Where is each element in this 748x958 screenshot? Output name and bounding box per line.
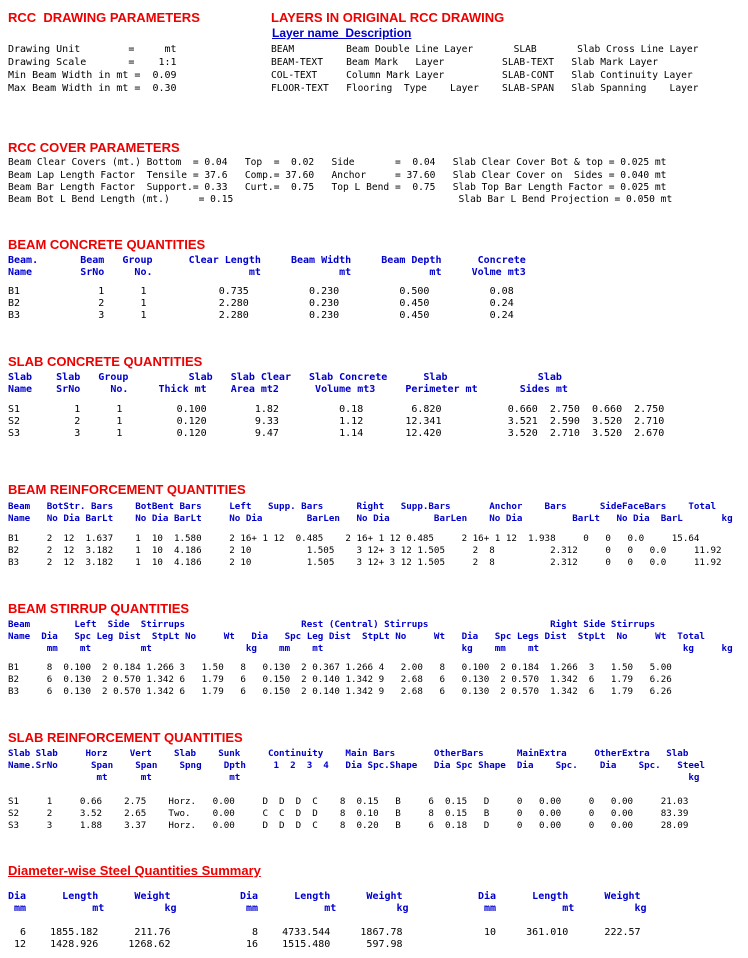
beam-concrete-header: Name SrNo No. mt mt mt Volme mt3 — [8, 267, 526, 278]
beam-reinf-header: Beam BotStr. Bars BotBent Bars Left Supp. Bars Right Supp.Bars Anchor Bars SideFaceBars Total — [8, 501, 717, 512]
table-row: B2 2 1 2.280 0.230 0.450 0.24 — [8, 298, 514, 309]
table-row: S1 1 0.66 2.75 Horz. 0.00 D D D C 8 0.15 B 6 0.15 D 0 0.00 0 0.00 21.03 — [8, 796, 689, 807]
table-row: B2 6 0.130 2 0.570 1.342 6 1.79 6 0.150 2 0.140 1.342 9 2.68 6 0.130 2 0.570 1.342 6 1.79 6.26 — [8, 674, 672, 685]
slab-reinf-header: Slab Slab Horz Vert Slab Sunk Continuity Main Bars OtherBars MainExtra OtherExtra Slab — [8, 748, 689, 759]
table-row: 6 1855.182 211.76 — [8, 927, 171, 938]
slab-concrete-title: SLAB CONCRETE QUANTITIES — [8, 354, 203, 369]
dia-summary-header: Dia Length Weight — [8, 891, 171, 902]
table-row: S2 2 3.52 2.65 Two. 0.00 C C D D 8 0.10 B 8 0.15 B 0 0.00 0 0.00 83.39 — [8, 808, 689, 819]
table-row: 8 4733.544 1867.78 — [240, 927, 403, 938]
cover-line: Beam Bot L Bend Length (mt.) = 0.15 Slab Bar L Bend Projection = 0.050 mt — [8, 194, 673, 205]
stirrup-header: Beam Left Side Stirrups Rest (Central) Stirrups Right Side Stirrups — [8, 619, 656, 630]
layer-line: COL-TEXT Column Mark Layer SLAB-CONT Slab Continuity Layer — [271, 70, 693, 81]
beam-concrete-title: BEAM CONCRETE QUANTITIES — [8, 237, 206, 252]
layer-line: BEAM-TEXT Beam Mark Layer SLAB-TEXT Slab Mark Layer — [271, 57, 658, 68]
dia-summary-header: mm mt kg — [8, 903, 177, 914]
table-row: B1 1 1 0.735 0.230 0.500 0.08 — [8, 286, 514, 297]
table-row: 10 361.010 222.57 — [478, 927, 641, 938]
slab-reinf-title: SLAB REINFORCEMENT QUANTITIES — [8, 730, 243, 745]
beam-concrete-header: Beam. Beam Group Clear Length Beam Width Beam Depth Concrete — [8, 255, 526, 266]
beam-reinf-title: BEAM REINFORCEMENT QUANTITIES — [8, 482, 246, 497]
rcc-param-line: Drawing Scale = 1:1 — [8, 57, 177, 68]
dia-summary-header: mm mt kg — [478, 903, 647, 914]
rcc-param-line: Min Beam Width in mt = 0.09 — [8, 70, 177, 81]
dia-summary-header: mm mt kg — [240, 903, 409, 914]
table-row: B3 2 12 3.182 1 10 4.186 2 10 1.505 3 12+ 3 12 1.505 2 8 2.312 0 0 0.0 11.92 — [8, 557, 722, 568]
table-row: B3 6 0.130 2 0.570 1.342 6 1.79 6 0.150 2 0.140 1.342 9 2.68 6 0.130 2 0.570 1.342 6 1.79 6.26 — [8, 686, 672, 697]
table-row: B1 8 0.100 2 0.184 1.266 3 1.50 8 0.130 2 0.367 1.266 4 2.00 8 0.100 2 0.184 1.266 3 1.50 5.00 — [8, 662, 672, 673]
table-row: S1 1 1 0.100 1.82 0.18 6.820 0.660 2.750 0.660 2.750 — [8, 404, 665, 415]
stirrup-title: BEAM STIRRUP QUANTITIES — [8, 601, 190, 616]
rcc-param-line: Drawing Unit = mt — [8, 44, 177, 55]
table-row: 12 1428.926 1268.62 — [8, 939, 171, 950]
beam-reinf-header: Name No Dia BarLt No Dia BarLt No Dia BarLen No Dia BarLen No Dia BarLt No Dia BarL kg — [8, 513, 733, 524]
slab-reinf-header: mt mt mt kg — [8, 772, 700, 783]
layer-line: FLOOR-TEXT Flooring Type Layer SLAB-SPAN Slab Spanning Layer — [271, 83, 699, 94]
stirrup-header: Name Dia Spc Leg Dist StpLt No Wt Dia Spc Leg Dist StpLt No Wt Dia Spc Legs Dist StpLt No Wt Total — [8, 631, 705, 642]
table-row: S3 3 1 0.120 9.47 1.14 12.420 3.520 2.710 3.520 2.670 — [8, 428, 665, 439]
cover-title: RCC COVER PARAMETERS — [8, 140, 180, 155]
slab-concrete-header: Slab Slab Group Slab Slab Clear Slab Concrete Slab Slab — [8, 372, 562, 383]
cover-line: Beam Clear Covers (mt.) Bottom = 0.04 Top = 0.02 Side = 0.04 Slab Clear Cover Bot & top = 0.025 mt — [8, 157, 667, 168]
layers-subtitle: Layer name Description — [272, 26, 412, 40]
stirrup-header: mm mt mt kg mm mt kg mm mt kg kg — [8, 643, 733, 654]
table-row: 16 1515.480 597.98 — [240, 939, 403, 950]
rcc-params-title: RCC DRAWING PARAMETERS — [8, 10, 200, 25]
slab-concrete-header: Name SrNo No. Thick mt Area mt2 Volume mt3 Perimeter mt Sides mt — [8, 384, 568, 395]
table-row: B1 2 12 1.637 1 10 1.580 2 16+ 1 12 0.485 2 16+ 1 12 0.485 2 16+ 1 12 1.938 0 0 0.0 15.64 — [8, 533, 700, 544]
dia-summary-header: Dia Length Weight — [478, 891, 641, 902]
table-row: S2 2 1 0.120 9.33 1.12 12.341 3.521 2.590 3.520 2.710 — [8, 416, 665, 427]
layers-title: LAYERS IN ORIGINAL RCC DRAWING — [271, 10, 505, 25]
cover-line: Beam Lap Length Factor Tensile = 37.6 Comp.= 37.60 Anchor = 37.60 Slab Clear Cover on Sides = 0.040 mt — [8, 170, 667, 181]
rcc-param-line: Max Beam Width in mt = 0.30 — [8, 83, 177, 94]
layer-line: BEAM Beam Double Line Layer SLAB Slab Cross Line Layer — [271, 44, 699, 55]
table-row: B3 3 1 2.280 0.230 0.450 0.24 — [8, 310, 514, 321]
dia-summary-title: Diameter-wise Steel Quantities Summary — [8, 863, 261, 878]
table-row: B2 2 12 3.182 1 10 4.186 2 10 1.505 3 12+ 3 12 1.505 2 8 2.312 0 0 0.0 11.92 — [8, 545, 722, 556]
dia-summary-header: Dia Length Weight — [240, 891, 403, 902]
slab-reinf-header: Name.SrNo Span Span Spng Dpth 1 2 3 4 Dia Spc.Shape Dia Spc Shape Dia Spc. Dia Spc. Steel — [8, 760, 705, 771]
table-row: S3 3 1.88 3.37 Horz. 0.00 D D D C 8 0.20 B 6 0.18 D 0 0.00 0 0.00 28.09 — [8, 820, 689, 831]
cover-line: Beam Bar Length Factor Support.= 0.33 Curt.= 0.75 Top L Bend = 0.75 Slab Top Bar Length Factor = 0.025 mt — [8, 182, 667, 193]
